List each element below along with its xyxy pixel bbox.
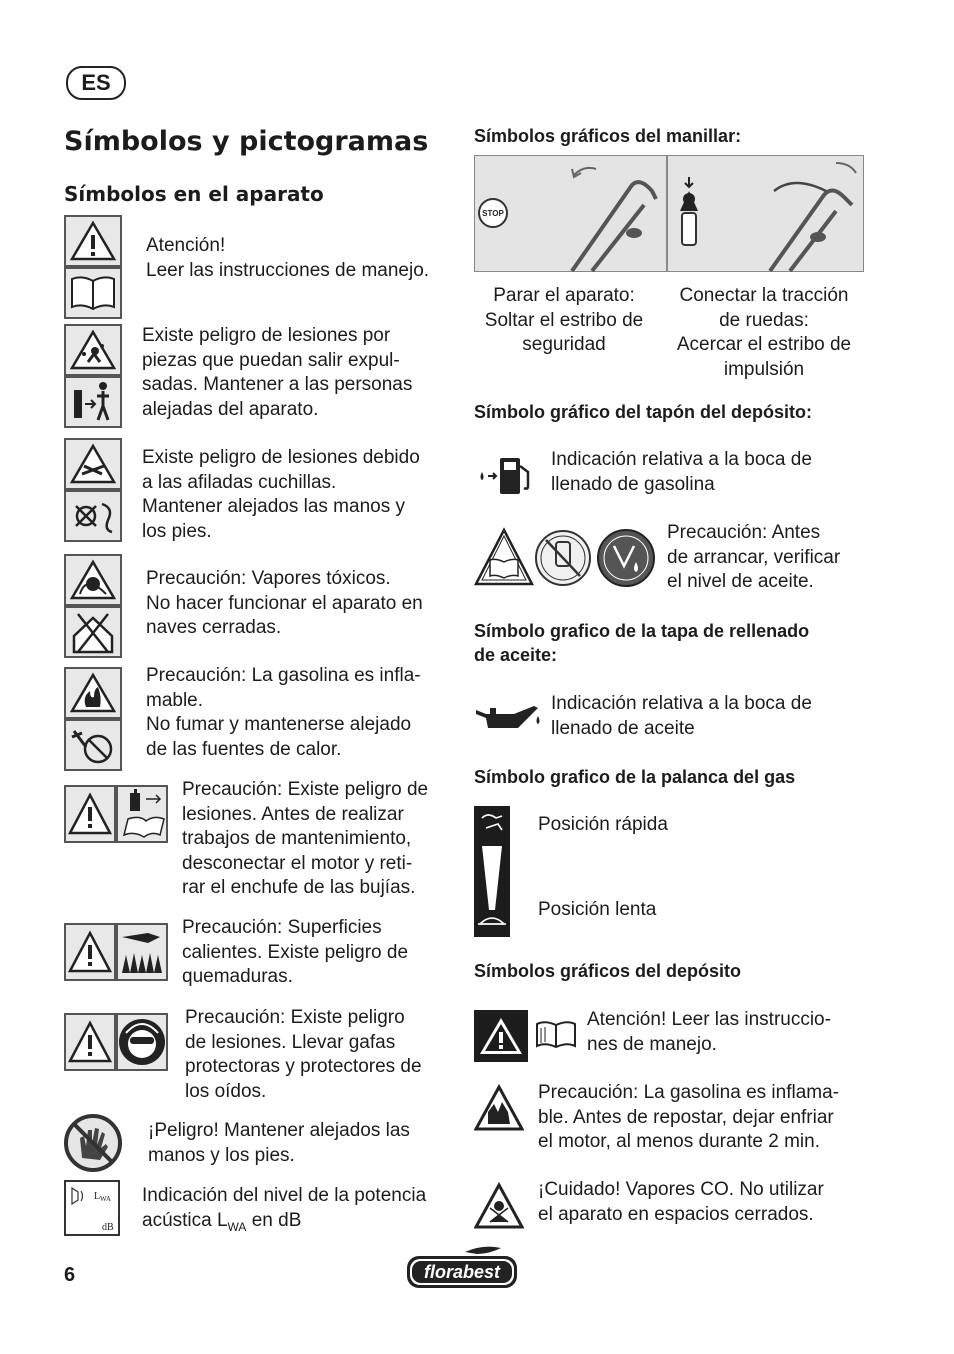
fuel-pump-icon — [474, 452, 536, 498]
throttle-lever-icon — [474, 806, 510, 937]
heading-handlebar: Símbolos gráficos del manillar: — [474, 126, 742, 146]
section-heading-device-symbols: Símbolos en el aparato — [64, 182, 324, 206]
hot-surface-icon — [64, 923, 168, 981]
eye-ear-protection-icon — [64, 1013, 168, 1071]
sound-icon-db: dB — [102, 1222, 114, 1233]
heading-throttle: Símbolo grafico de la palanca del gas — [474, 767, 796, 787]
tank-item-2: Precaución: La gasolina es inflama- ble. Antes de repostar, dejar enfriar el motor, al menos durante 2 min. — [538, 1082, 840, 1152]
toxic-fumes-icon — [64, 554, 122, 658]
tank-item-3: ¡Cuidado! Vapores CO. No utilizar el aparato en espacios cerrados. — [538, 1179, 824, 1225]
keep-hands-away-icon — [64, 1114, 122, 1172]
symbol-desc-4: Precaución: Vapores tóxicos. No hacer funcionar el aparato en naves cerradas. — [146, 568, 423, 638]
oil-can-icon — [474, 702, 542, 736]
oil-cap-text: Indicación relativa a la boca de llenado de aceite — [551, 693, 812, 739]
symbol-desc-2: Existe peligro de lesiones por piezas que puedan salir expul- sadas. Mantener a las personas alejadas del aparato. — [142, 325, 413, 420]
stop-label: STOP — [482, 209, 504, 218]
tank-item-1: Atención! Leer las instruccio- nes de manejo. — [587, 1009, 831, 1055]
sound-icon-wa: WA — [100, 1195, 111, 1203]
symbol-desc-5: Precaución: La gasolina es infla- mable. No fumar y mantenerse alejado de las fuentes de calor. — [146, 665, 421, 760]
warning-manual-icon — [64, 215, 122, 319]
handlebar-illustration — [474, 155, 864, 273]
maintenance-spark-plug-icon — [64, 785, 168, 843]
symbol-desc-1: Atención! Leer las instrucciones de manejo. — [146, 235, 430, 281]
manual-book-icon — [535, 1018, 577, 1050]
heading-tank-cap: Símbolo gráfico del tapón del depósito: — [474, 402, 813, 422]
caption-stop: Parar el aparato: Soltar el estribo de seguridad — [484, 285, 644, 355]
sharp-blades-icon — [64, 438, 122, 542]
symbol-desc-3: Existe peligro de lesiones debido a las afiladas cuchillas. Mantener alejados las manos y los pies. — [142, 447, 420, 542]
tank-flammable-icon — [474, 1084, 524, 1132]
symbol-desc-6: Precaución: Existe peligro de lesiones. Antes de realizar trabajos de mantenimiento, desconectar el motor y reti- rar el enchufe de las bujías. — [182, 779, 429, 898]
caption-drive: Conectar la tracción de ruedas: Acercar el estribo de impulsión — [676, 285, 852, 380]
page-number: 6 — [64, 1264, 76, 1286]
tank-co-fumes-icon — [474, 1182, 524, 1230]
thrown-objects-icon — [64, 324, 122, 428]
symbol-desc-7: Precaución: Superficies calientes. Existe peligro de quemaduras. — [182, 917, 409, 987]
throttle-fast: Posición rápida — [538, 814, 668, 835]
symbol-desc-8: Precaución: Existe peligro de lesiones. Llevar gafas protectoras y protectores de los oídos. — [185, 1007, 422, 1102]
page-title: Símbolos y pictogramas — [64, 126, 429, 157]
heading-oil-cap: Símbolo grafico de la tapa de rellenado de aceite: — [474, 621, 810, 665]
fuel-cap-text: Indicación relativa a la boca de llenado de gasolina — [551, 449, 812, 495]
sound-level-icon — [64, 1180, 120, 1236]
flammable-no-smoking-icon — [64, 667, 122, 771]
oil-level-check-icons — [474, 526, 660, 590]
tank-warning-icon — [474, 1010, 528, 1062]
sound-icon-l: L — [94, 1191, 101, 1202]
brand-logo — [405, 1244, 519, 1290]
oil-check-text: Precaución: Antes de arrancar, verificar el nivel de aceite. — [667, 522, 841, 592]
throttle-slow: Posición lenta — [538, 899, 657, 920]
symbol-desc-9: ¡Peligro! Mantener alejados las manos y los pies. — [148, 1120, 410, 1166]
language-badge: ES — [66, 66, 126, 100]
logo-text: florabest — [423, 1262, 501, 1282]
symbol-desc-sound: Indicación del nivel de la potencia acústica $L_{WA}$ en dB — [142, 1185, 427, 1234]
heading-tank: Símbolos gráficos del depósito — [474, 961, 742, 981]
